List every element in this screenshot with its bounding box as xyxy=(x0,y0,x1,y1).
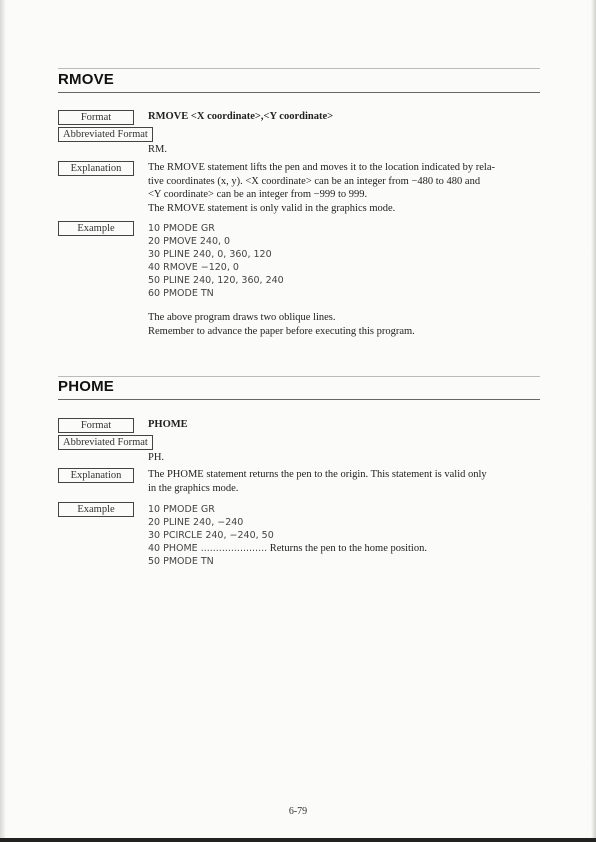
example-label: Example xyxy=(58,221,134,236)
section-title-rmove: RMOVE xyxy=(58,71,115,88)
notes xyxy=(148,311,540,338)
code-line: 20 PMOVE 240, 0 xyxy=(148,236,231,247)
abbreviated-format-text: RM. xyxy=(148,144,167,155)
section-rule xyxy=(58,92,540,93)
code-line: 50 PMODE TN xyxy=(148,556,214,567)
explanation-line: tive coordinates (x, y). <X coordinate> can be an integer from −480 to 480 and xyxy=(148,175,481,187)
code-line: 60 PMODE TN xyxy=(148,288,214,299)
format-label: Format xyxy=(58,418,134,433)
code-leader-dots: ...................... xyxy=(197,543,268,554)
explanation-line: in the graphics mode. xyxy=(148,482,239,494)
code-statement: 40 PHOME xyxy=(148,543,198,554)
explanation-line: The RMOVE statement is only valid in the graphics mode. xyxy=(148,202,396,214)
code-line: 10 PMODE GR xyxy=(148,223,215,234)
note-line: The above program draws two oblique lines. xyxy=(148,312,336,323)
format-label: Format xyxy=(58,110,134,125)
explanation-line: <Y coordinate> can be an integer from −999 to 999. xyxy=(148,189,368,200)
explanation-line: The PHOME statement returns the pen to the origin. This statement is valid only xyxy=(148,469,487,480)
code-line: 50 PLINE 240, 120, 360, 240 xyxy=(148,275,284,286)
code-line: 40 RMOVE −120, 0 xyxy=(148,262,239,273)
code-line: 30 PCIRCLE 240, −240, 50 xyxy=(148,530,274,541)
code-line-with-comment xyxy=(148,542,427,555)
code-comment: Returns the pen to the home position. xyxy=(267,543,427,554)
explanation-label: Explanation xyxy=(58,161,134,176)
code-block xyxy=(148,222,284,300)
format-text: PHOME xyxy=(148,419,188,430)
code-line: 30 PLINE 240, 0, 360, 120 xyxy=(148,249,272,260)
page-edge xyxy=(0,0,6,842)
page-bottom-edge xyxy=(0,838,596,842)
explanation-label: Explanation xyxy=(58,468,134,483)
format-text: RMOVE <X coordinate>,<Y coordinate> xyxy=(148,111,334,122)
code-line: 20 PLINE 240, −240 xyxy=(148,517,244,528)
example-label: Example xyxy=(58,502,134,517)
section-top-rule xyxy=(58,68,540,69)
page-number: 6-79 xyxy=(288,806,308,817)
abbreviated-format-text: PH. xyxy=(148,452,165,463)
abbreviated-format-label: Abbreviated Format xyxy=(58,435,153,450)
section-rule xyxy=(58,399,540,400)
explanation-line: The RMOVE statement lifts the pen and moves it to the location indicated by rela- xyxy=(148,162,495,173)
page-edge xyxy=(591,0,596,842)
note-line: Remember to advance the paper before executing this program. xyxy=(148,325,415,337)
explanation-text xyxy=(148,161,540,215)
abbreviated-format-label: Abbreviated Format xyxy=(58,127,153,142)
section-title-phome: PHOME xyxy=(58,378,115,395)
explanation-text xyxy=(148,468,540,495)
code-block xyxy=(148,503,427,568)
code-line: 10 PMODE GR xyxy=(148,504,215,515)
section-top-rule xyxy=(58,376,540,377)
